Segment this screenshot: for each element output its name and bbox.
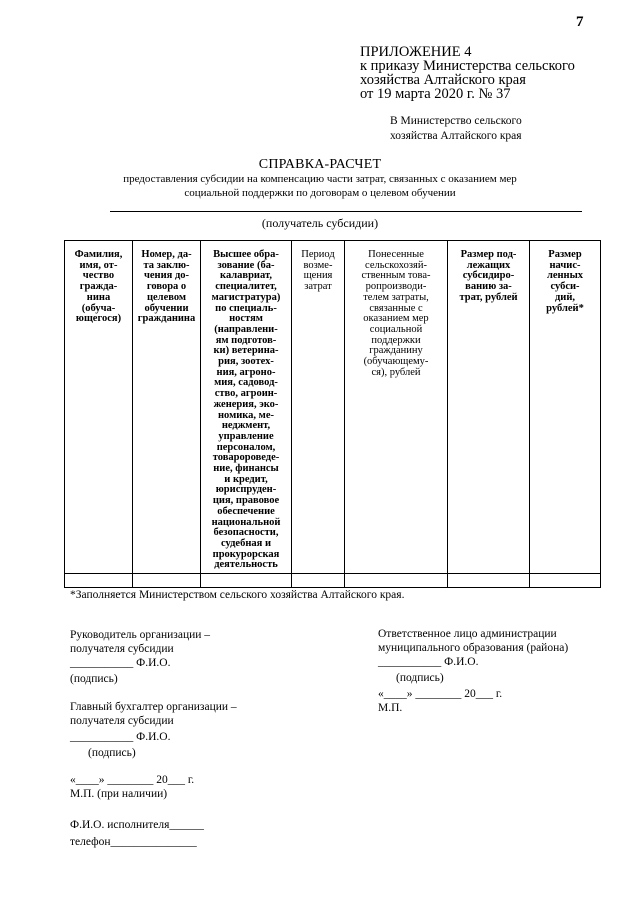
header-subsidized-costs: Размер под- лежащих субсидиро- ванию за- трат, рублей [448, 241, 530, 574]
header-full-name: Фамилия, имя, от- чество гражда- нина (обуча- ющегося) [65, 241, 133, 574]
accountant-title-line-2: получателя субсидии [70, 715, 174, 727]
table-row [65, 574, 601, 588]
head-name-field[interactable]: ___________ Ф.И.О. [70, 657, 171, 669]
head-title-line-2: получателя субсидии [70, 643, 174, 655]
head-signature-caption: (подпись) [70, 673, 118, 685]
subtitle-line-2: социальной поддержки по договорам о целевом обучении [184, 187, 456, 199]
calculation-table [64, 240, 601, 588]
appendix-order-line: к приказу Министерства сельского [360, 58, 575, 74]
executor-block [70, 818, 204, 849]
head-title-line-1: Руководитель организации – [70, 629, 211, 641]
official-title-line-2: муниципального образования (района) [378, 642, 569, 654]
footnote: *Заполняется Министерством сельского хозяйства Алтайского края. [70, 589, 405, 601]
document-title: СПРАВКА-РАСЧЕТ [258, 157, 382, 172]
accountant-signature-caption: (подпись) [88, 747, 136, 759]
appendix-ministry-line: хозяйства Алтайского края [360, 72, 526, 88]
table-cell[interactable] [201, 574, 292, 588]
header-period: Период возме- щения затрат [292, 241, 345, 574]
phone-field[interactable]: телефон_______________ [70, 836, 197, 848]
table-header-row [65, 241, 601, 574]
subtitle-line-1: предоставления субсидии на компенсацию части затрат, связанных с оказанием мер [123, 173, 517, 185]
table-cell[interactable] [133, 574, 201, 588]
official-signature-caption: (подпись) [396, 672, 444, 684]
header-contract: Номер, да- та заклю- чения до- говора о целевом обучении гражданина [133, 241, 201, 574]
table-cell[interactable] [65, 574, 133, 588]
addressee [390, 114, 522, 144]
table-cell[interactable] [448, 574, 530, 588]
right-date-field[interactable]: «____» ________ 20___ г. [378, 688, 503, 700]
addressee-line-1: В Министерство сельского [390, 115, 522, 127]
left-stamp-label: М.П. (при наличии) [70, 788, 168, 800]
addressee-line-2: хозяйства Алтайского края [390, 130, 522, 142]
table-cell[interactable] [292, 574, 345, 588]
official-title-line-1: Ответственное лицо администрации [378, 628, 557, 640]
left-date-field[interactable]: «____» ________ 20___ г. [70, 774, 195, 786]
official-name-field[interactable]: ___________ Ф.И.О. [378, 656, 479, 668]
appendix-header [360, 45, 575, 101]
table-cell[interactable] [530, 574, 601, 588]
header-education: Высшее обра- зование (ба- калавриат, специалитет, магистратура) по специаль- ностям (направлени- ям подготов- ки) ветерина- рия, зоотех- ния, агроно- мия, садовод- ство, агроин- женерия, эко- номика, ме- неджмент, управление персоналом, товаророведе- ние, финансы и кредит, юриспруден- ция, правовое обеспечение национальной безопасности, судебная и прокурорская деятельность [201, 241, 292, 574]
accountant-name-field[interactable]: ___________ Ф.И.О. [70, 731, 171, 743]
page-number: 7 [576, 14, 584, 30]
table-cell[interactable] [345, 574, 448, 588]
head-signature-block [70, 628, 210, 686]
document-subtitle [0, 172, 640, 200]
header-accrued-subsidy: Размер начис- ленных субси- дий, рублей* [530, 241, 601, 574]
left-date-block [70, 773, 194, 801]
executor-field[interactable]: Ф.И.О. исполнителя______ [70, 819, 204, 831]
appendix-title: ПРИЛОЖЕНИЕ 4 [360, 44, 472, 60]
official-signature-block [378, 627, 568, 715]
recipient-fill-line[interactable] [110, 211, 582, 212]
right-stamp-label: М.П. [378, 702, 403, 714]
recipient-caption: (получатель субсидии) [261, 216, 379, 230]
accountant-title-line-1: Главный бухгалтер организации – [70, 701, 237, 713]
appendix-date-line: от 19 марта 2020 г. № 37 [360, 86, 511, 102]
accountant-signature-block [70, 700, 237, 760]
header-costs: Понесенные сельскохозяй- ственным това- ропроизводи- телем затраты, связанные с оказанием мер социальной поддержки гражданину (обучающему- ся), рублей [345, 241, 448, 574]
